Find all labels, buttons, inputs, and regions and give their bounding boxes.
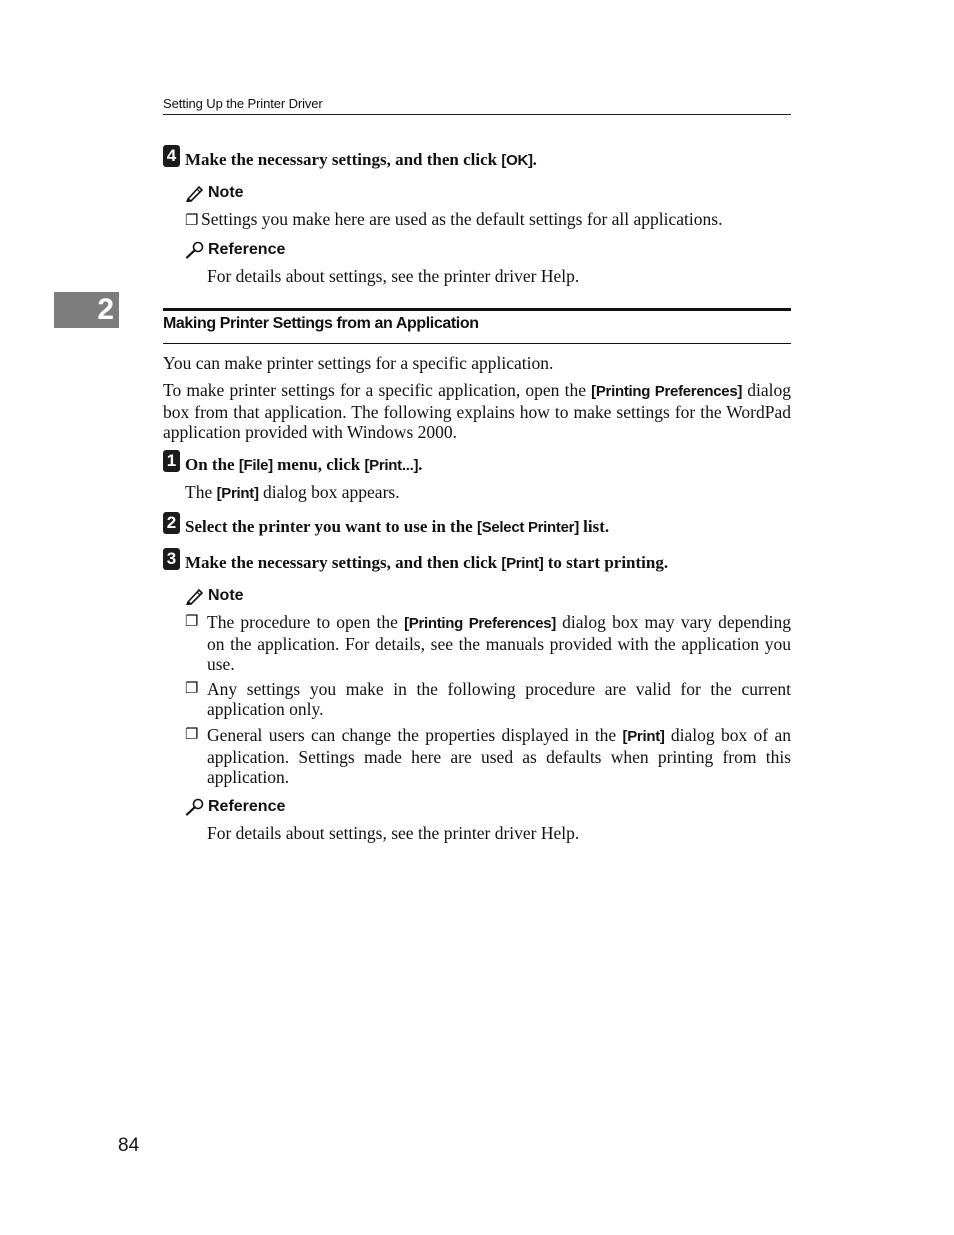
ui-term: [OK] [501, 152, 533, 169]
section-paragraph: To make printer settings for a specific application, open the [Printing Preferences] dialog box from that application. The following explains how to make settings for the WordPad application provided with Windows 2000. [163, 380, 791, 442]
step-a-instruction: On the [File] menu, click [Print...]. [185, 455, 423, 474]
step-number-badge: 2 [163, 512, 180, 534]
reference-text: For details about settings, see the printer driver Help. [207, 266, 580, 286]
note-item: ❐ The procedure to open the [Printing Preferences] dialog box may vary depending on the application. For details, see the manuals provided with the application you use. [185, 612, 791, 674]
section-rule-top [163, 308, 791, 311]
ui-term: [Printing Preferences] [404, 615, 556, 632]
ui-term: [Printing Preferences] [591, 383, 743, 400]
ui-term: [Print...] [364, 457, 419, 474]
checkbox-bullet-icon: ❐ [185, 681, 199, 697]
note-item: ❐ General users can change the properties displayed in the [Print] dialog box of an application. Settings made here are used as defaults when printing from this application. [185, 725, 791, 787]
ui-term: [Print] [216, 485, 259, 502]
note-item: ❐ Any settings you make in the following procedure are valid for the current application only. [185, 679, 791, 719]
section-title: Making Printer Settings from an Application [163, 315, 479, 332]
step-a-result: The [Print] dialog box appears. [185, 482, 400, 502]
running-header: Setting Up the Printer Driver [163, 96, 323, 111]
checkbox-bullet-icon: ❐ [185, 213, 199, 229]
checkbox-bullet-icon: ❐ [185, 727, 199, 743]
section-paragraph: You can make printer settings for a specific application. [163, 353, 554, 373]
step-c-instruction: Make the necessary settings, and then click [Print] to start printing. [185, 553, 669, 572]
section-rule-bottom [163, 343, 791, 344]
checkbox-bullet-icon: ❐ [185, 614, 199, 630]
step-number-badge: 3 [163, 548, 180, 570]
chapter-tab [54, 292, 119, 328]
ui-term: [File] [238, 457, 273, 474]
step-number-badge: 1 [163, 450, 180, 472]
ui-term: [Print] [501, 555, 544, 572]
magnifier-icon [185, 241, 205, 259]
note-label: Note [185, 184, 244, 202]
step-number-badge: 4 [163, 145, 180, 167]
ui-term: [Select Printer] [476, 519, 579, 536]
reference-label: Reference [185, 241, 285, 259]
page-number: 84 [118, 1135, 140, 1156]
chapter-number: 2 [97, 293, 114, 326]
note-item: ❐ Settings you make here are used as the default settings for all applications. [185, 209, 723, 229]
note-label: Note [185, 587, 244, 605]
step-4-instruction: Make the necessary settings, and then click [OK]. [185, 150, 537, 169]
step-b-instruction: Select the printer you want to use in the [Select Printer] list. [185, 517, 610, 536]
header-rule [163, 114, 791, 115]
ui-term: [Print] [622, 728, 665, 745]
magnifier-icon [185, 798, 205, 816]
pencil-icon [185, 184, 205, 202]
reference-text: For details about settings, see the printer driver Help. [207, 823, 580, 843]
reference-label: Reference [185, 798, 285, 816]
pencil-icon [185, 587, 205, 605]
